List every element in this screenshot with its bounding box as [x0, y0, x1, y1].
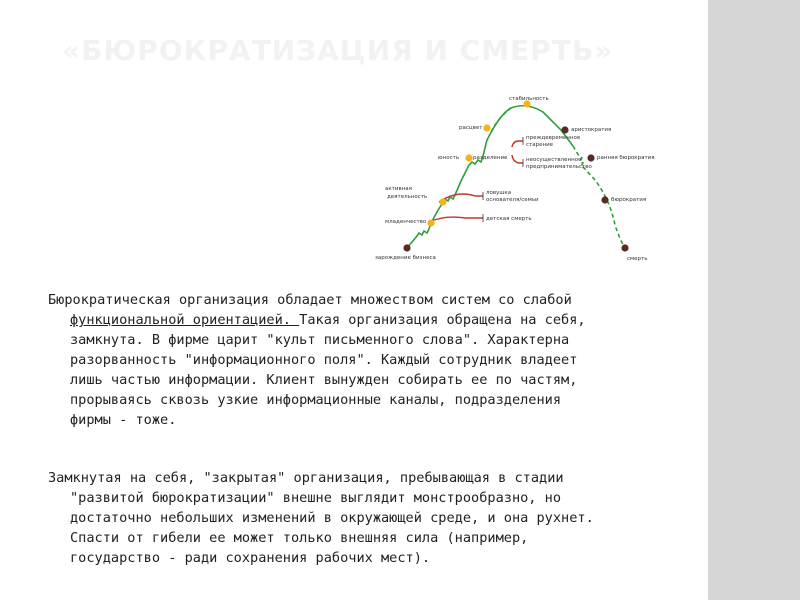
label-go-go-2: деятельность — [387, 194, 428, 200]
label-premature-aging-1: преждевременное — [526, 135, 581, 141]
p2-line5: государство - ради сохранения рабочих мест). — [70, 550, 431, 566]
label-bureaucracy: бюрократия — [611, 197, 647, 203]
branch-unrealized — [512, 155, 523, 163]
label-early-bureaucracy: ранняя бюрократия — [597, 155, 655, 161]
p2-line1: Замкнутая на себя, "закрытая" организация, пребывающая в стадии — [48, 470, 564, 486]
p1-line7: фирмы - тоже. — [70, 412, 177, 428]
paragraph-closed-organization — [48, 468, 674, 568]
p1-line2-rest: Такая организация обращена на себя, — [299, 312, 586, 328]
p1-line5: лишь частью информации. Клиент вынужден собирать ее по частям, — [70, 372, 578, 388]
node-death — [621, 244, 628, 251]
label-aristocracy: аристократия — [571, 127, 612, 133]
paragraph-bureaucratic-organization — [48, 290, 674, 430]
p2-line2: "развитой бюрократизации" внешне выглядит монстрообразно, но — [70, 490, 562, 506]
node-infancy — [427, 219, 434, 226]
node-aristocracy — [561, 126, 568, 133]
label-adolescence: юность — [438, 155, 460, 161]
lifecycle-diagram — [365, 90, 665, 270]
label-premature-aging-2: старение — [526, 142, 554, 148]
label-separation: разделение — [473, 155, 508, 161]
node-bureaucracy — [601, 196, 608, 203]
label-infancy: младенчество — [385, 219, 427, 225]
label-infant-death: детская смерть — [486, 216, 532, 222]
label-prime: расцвет — [459, 125, 483, 131]
p1-line4: разорванность "информационного поля". Каждый сотрудник владеет — [70, 352, 578, 368]
label-unrealized-1: неосуществленное — [526, 157, 582, 163]
node-early-bureaucracy — [587, 154, 594, 161]
label-stability: стабильность — [509, 96, 549, 102]
node-prime — [483, 124, 490, 131]
node-birth — [403, 244, 410, 251]
right-sidebar-panel — [708, 0, 800, 600]
label-go-go: активная — [385, 186, 412, 192]
branch-infant-death — [429, 217, 483, 222]
p2-line3: достаточно небольших изменений в окружающей среде, и она рухнет. — [70, 510, 594, 526]
p1-line3: замкнута. В фирме царит "культ письменного слова". Характерна — [70, 332, 570, 348]
label-founder-trap-2: основателя/семьи — [486, 197, 539, 203]
label-birth: зарождение бизнеса — [375, 255, 436, 261]
p2-line4: Спасти от гибели ее может только внешняя сила (например, — [70, 530, 529, 546]
p1-line2 — [48, 310, 674, 330]
slide-title: «БЮРОКРАТИЗАЦИЯ И СМЕРТЬ» — [62, 34, 614, 67]
label-founder-trap-1: ловушка — [486, 190, 512, 196]
branch-premature-aging — [512, 141, 523, 147]
p1-line6: прорываясь сквозь узкие информационные каналы, подразделения — [70, 392, 562, 408]
node-go-go — [439, 198, 446, 205]
p1-underlined-phrase: функциональной ориентацией. — [70, 312, 300, 328]
p1-line1: Бюрократическая организация обладает множеством систем со слабой — [48, 292, 572, 308]
label-death: смерть — [627, 256, 648, 262]
node-adolescence — [465, 154, 472, 161]
label-unrealized-2: предпринимательство — [526, 164, 592, 170]
